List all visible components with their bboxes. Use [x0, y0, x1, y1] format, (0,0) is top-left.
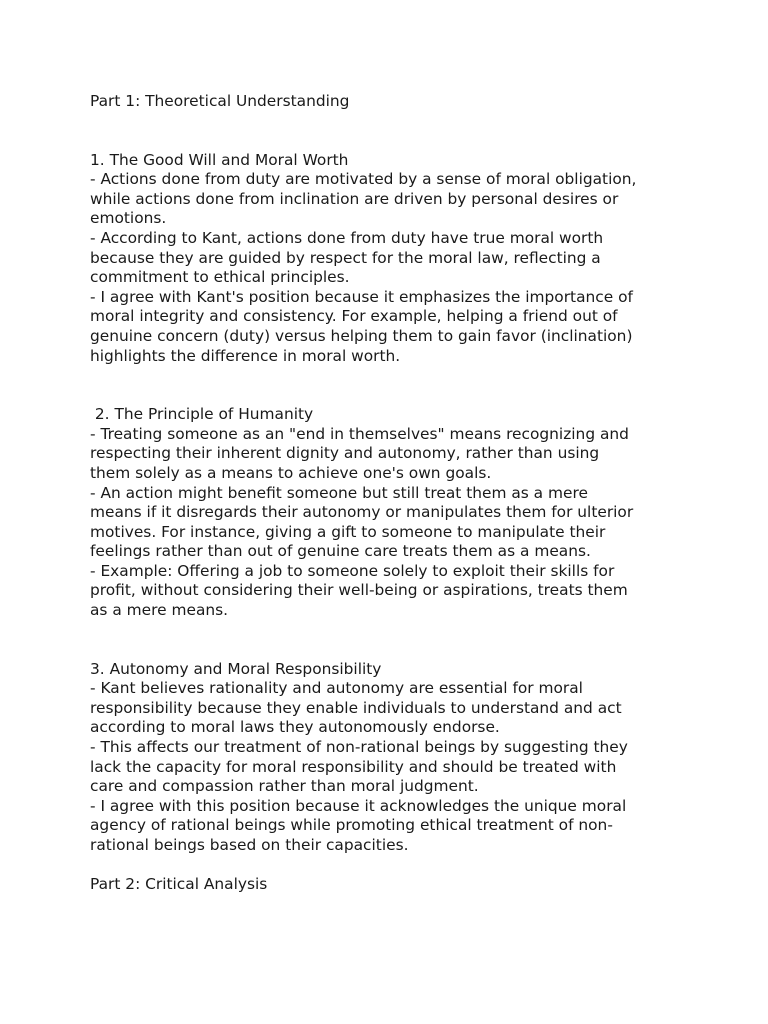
text-line: - Treating someone as an "end in themselves" means recognizing and [90, 424, 629, 443]
text-line: profit, without considering their well-being or aspirations, treats them [90, 581, 628, 600]
text-line: care and compassion rather than moral judgment. [90, 777, 479, 796]
text-line: agency of rational beings while promoting ethical treatment of non- [90, 816, 613, 835]
paragraph [90, 229, 690, 288]
section-title: 3. Autonomy and Moral Responsibility [90, 659, 382, 678]
paragraph [90, 562, 690, 621]
text-line: feelings rather than out of genuine care treats them as a means. [90, 542, 591, 561]
spacer [90, 621, 690, 660]
spacer [90, 856, 690, 876]
paragraph [90, 797, 690, 856]
document-page [90, 92, 690, 895]
section-autonomy [90, 660, 690, 856]
text-line: - Kant believes rationality and autonomy are essential for moral [90, 679, 583, 698]
text-line: highlights the difference in moral worth. [90, 346, 401, 365]
text-line: as a mere means. [90, 601, 229, 620]
paragraph [90, 738, 690, 797]
text-line: them solely as a means to achieve one's own goals. [90, 463, 492, 482]
text-line: commitment to ethical principles. [90, 268, 350, 287]
text-line: - An action might benefit someone but still treat them as a mere [90, 483, 588, 502]
text-line: while actions done from inclination are driven by personal desires or [90, 189, 619, 208]
text-line: genuine concern (duty) versus helping them to gain favor (inclination) [90, 326, 633, 345]
paragraph [90, 679, 690, 738]
text-line: - I agree with this position because it acknowledges the unique moral [90, 796, 627, 815]
text-line: - According to Kant, actions done from duty have true moral worth [90, 228, 604, 247]
paragraph [90, 170, 690, 229]
section-title: 1. The Good Will and Moral Worth [90, 150, 349, 169]
text-line: - Example: Offering a job to someone solely to exploit their skills for [90, 561, 615, 580]
paragraph [90, 288, 690, 366]
section-good-will [90, 151, 690, 367]
spacer [90, 366, 690, 405]
text-line: means if it disregards their autonomy or manipulates them for ulterior [90, 503, 634, 522]
text-line: respecting their inherent dignity and autonomy, rather than using [90, 444, 600, 463]
text-line: - I agree with Kant's position because it emphasizes the importance of [90, 287, 633, 306]
part1-heading: Part 1: Theoretical Understanding [90, 92, 350, 110]
text-line: emotions. [90, 209, 167, 228]
text-line: - Actions done from duty are motivated by a sense of moral obligation, [90, 170, 637, 189]
text-line: responsibility because they enable individuals to understand and act [90, 698, 622, 717]
text-line: according to moral laws they autonomously endorse. [90, 718, 500, 737]
section-principle-of-humanity [90, 405, 690, 621]
text-line: because they are guided by respect for the moral law, reflecting a [90, 248, 601, 267]
text-line: - This affects our treatment of non-rational beings by suggesting they [90, 738, 628, 757]
section-title: 2. The Principle of Humanity [90, 405, 314, 424]
text-line: rational beings based on their capacities. [90, 836, 409, 854]
spacer [90, 112, 690, 151]
paragraph [90, 484, 690, 562]
part2-heading: Part 2: Critical Analysis [90, 875, 268, 894]
paragraph [90, 425, 690, 484]
text-line: lack the capacity for moral responsibility and should be treated with [90, 757, 617, 776]
text-line: motives. For instance, giving a gift to someone to manipulate their [90, 522, 606, 541]
text-line: moral integrity and consistency. For example, helping a friend out of [90, 307, 618, 326]
